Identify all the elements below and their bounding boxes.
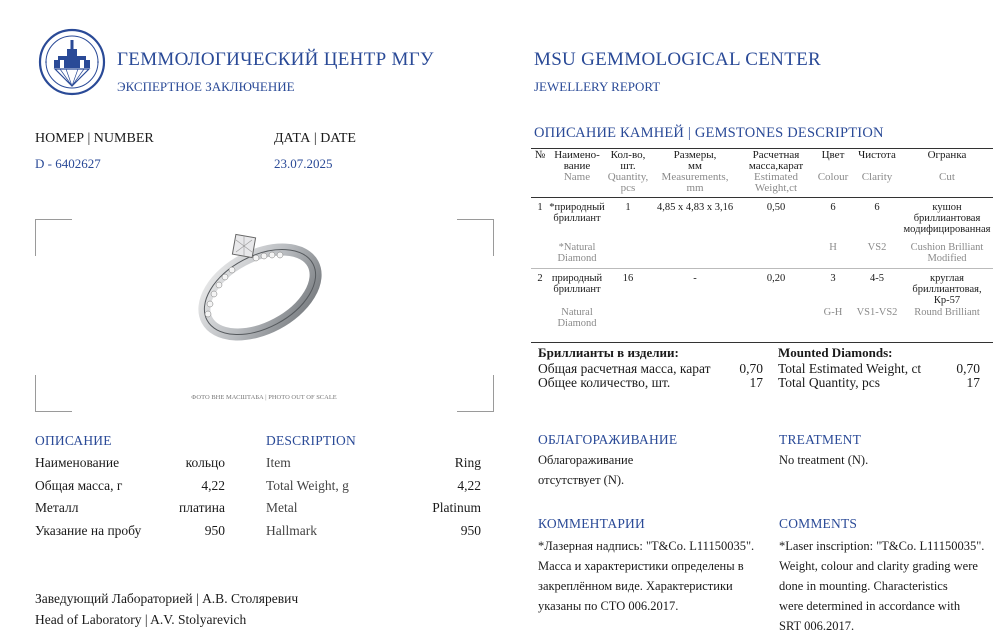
gem-cell: 0,50 xyxy=(766,202,786,213)
comments-heading-ru: КОММЕНТАРИИ xyxy=(538,516,645,531)
description-en-heading: DESCRIPTION xyxy=(266,433,356,448)
gem-row xyxy=(531,198,993,243)
treatment-heading-ru: ОБЛАГОРАЖИВАНИЕ xyxy=(538,432,678,447)
mounted-weight-value-en: 0,70 xyxy=(956,361,980,376)
description-row-label: Hallmark xyxy=(266,522,317,538)
treatment-heading-en: TREATMENT xyxy=(779,432,862,447)
msu-logo xyxy=(38,28,106,96)
treatment-text-en: No treatment (N). xyxy=(779,453,869,467)
gem-cell: кушон бриллиантовая модифицированная xyxy=(903,202,991,235)
header-subtitle-en: JEWELLERY REPORT xyxy=(534,79,661,94)
header-title-en: MSU GEMMOLOGICAL CENTER xyxy=(534,49,821,70)
description-row xyxy=(35,523,225,546)
description-row xyxy=(35,455,225,478)
gem-cell: природный бриллиант xyxy=(551,273,603,295)
description-row-value: 950 xyxy=(460,522,481,538)
comments-heading-en: COMMENTS xyxy=(779,516,858,531)
gem-header-ru: Огранка xyxy=(927,149,967,161)
mounted-weight-label-ru: Общая расчетная масса, карат xyxy=(538,361,711,376)
gem-header-en: Colour xyxy=(813,172,853,198)
gem-cell: 16 xyxy=(622,273,634,284)
mounted-qty-label-ru: Общее количество, шт. xyxy=(538,375,671,390)
gem-cell-en xyxy=(739,242,813,269)
description-row-value: Platinum xyxy=(432,500,481,515)
gem-cell-en xyxy=(605,242,651,269)
date-value: 23.07.2025 xyxy=(274,156,333,171)
gem-row-en xyxy=(531,307,993,333)
gem-cell-en: Cushion Brilliant Modified xyxy=(901,242,993,269)
gem-cell: 1 xyxy=(625,202,631,213)
description-row-value: 4,22 xyxy=(457,477,481,493)
gem-cell-en: Natural Diamond xyxy=(557,307,597,329)
mounted-weight-label-en: Total Estimated Weight, ct xyxy=(778,361,922,376)
gem-cell-en xyxy=(531,307,549,333)
gem-header-row-en xyxy=(531,172,993,198)
gem-cell-en: VS2 xyxy=(853,242,901,269)
gem-cell: 2 xyxy=(537,273,543,284)
description-row-label: Общая масса, г xyxy=(35,477,123,493)
description-row xyxy=(35,478,225,501)
mounted-qty-value-ru: 17 xyxy=(749,375,763,390)
description-row-value: платина xyxy=(179,500,225,515)
mounted-heading-ru: Бриллианты в изделии: xyxy=(538,345,679,360)
gem-header-en: Name xyxy=(549,172,605,198)
gem-cell: - xyxy=(693,273,697,284)
gemstones-table xyxy=(531,150,993,333)
photo-caption: ФОТО ВНЕ МАСШТАБА | PHOTO OUT OF SCALE xyxy=(191,394,337,401)
gem-cell: *природный бриллиант xyxy=(549,202,605,224)
gem-header-en: Cut xyxy=(901,172,993,198)
gem-cell: 4-5 xyxy=(870,273,884,284)
gem-header-row-ru xyxy=(531,150,993,172)
number-value: D - 6402627 xyxy=(35,156,101,171)
mounted-rule xyxy=(531,342,993,343)
gem-header-ru: Чистота xyxy=(858,149,896,161)
gem-header-en: Measurements, mm xyxy=(651,172,739,198)
gem-cell-en xyxy=(651,307,739,333)
signature-en: Head of Laboratory | A.V. Stolyarevich xyxy=(35,612,247,627)
gem-row xyxy=(531,269,993,308)
description-row-value: кольцо xyxy=(185,455,225,470)
header-subtitle-ru: ЭКСПЕРТНОЕ ЗАКЛЮЧЕНИЕ xyxy=(117,79,295,94)
description-row-label: Metal xyxy=(266,500,298,515)
gem-header-ru: Цвет xyxy=(821,149,845,161)
gem-cell-en xyxy=(531,242,549,269)
description-row xyxy=(266,523,481,546)
gem-cell-en xyxy=(605,307,651,333)
gem-cell-en: *Natural Diamond xyxy=(549,242,605,269)
description-row xyxy=(266,478,481,501)
date-label: ДАТА | DATE xyxy=(274,131,356,146)
description-en-list xyxy=(266,455,481,545)
gemstones-heading: ОПИСАНИЕ КАМНЕЙ | GEMSTONES DESCRIPTION xyxy=(534,125,884,141)
gem-header-ru: Расчетная масса,карат xyxy=(748,149,804,172)
ring-photo xyxy=(190,222,330,342)
description-row-value: Ring xyxy=(454,455,481,470)
gem-header-ru: № xyxy=(534,149,546,161)
description-row-value: 4,22 xyxy=(201,477,225,493)
comments-text-ru: *Лазерная надпись: "T&Co. L11150035". Масса и характеристики определены в закреплённом виде. Характеристики указаны по СТО 006.2017. xyxy=(538,539,755,613)
description-row-label: Наименование xyxy=(35,455,120,470)
gem-cell-en: VS1-VS2 xyxy=(856,307,898,318)
gem-cell: 3 xyxy=(830,273,836,284)
mounted-weight-value-ru: 0,70 xyxy=(739,361,763,376)
gem-header-en: Estimated Weight,ct xyxy=(739,172,813,198)
mounted-qty-label-en: Total Quantity, pcs xyxy=(778,375,881,390)
gem-header-ru: Наимено- вание xyxy=(554,149,600,172)
number-label: НОМЕР | NUMBER xyxy=(35,131,154,146)
signature-ru: Заведующий Лабораторией | А.В. Столяревич xyxy=(35,591,299,606)
gem-cell: 1 xyxy=(537,202,543,213)
photo-frame-corner xyxy=(457,219,494,256)
gem-cell: 6 xyxy=(874,202,880,213)
gem-cell-en: Round Brilliant xyxy=(914,307,980,318)
description-row-label: Металл xyxy=(35,500,79,515)
gem-cell: 4,85 x 4,83 x 3,16 xyxy=(656,202,734,213)
gem-header-ru: Кол-во, шт. xyxy=(610,149,646,172)
description-row-value: 950 xyxy=(204,522,225,538)
gem-row-en xyxy=(531,242,993,269)
gem-cell-en: G-H xyxy=(823,307,843,318)
gem-cell-en xyxy=(651,242,739,269)
gem-cell: круглая бриллиантовая, Кр-57 xyxy=(912,273,982,306)
description-row-label: Item xyxy=(266,455,291,470)
gem-cell: 0,20 xyxy=(766,273,786,284)
gem-header-en xyxy=(531,172,549,198)
mounted-qty-value-en: 17 xyxy=(966,375,980,390)
comments-text-en: *Laser inscription: "T&Co. L11150035". Weight, colour and clarity grading were done in mounting. Characteristics were determined in accordance with SRT 006.2017. xyxy=(779,539,985,633)
description-row xyxy=(266,455,481,478)
description-ru-heading: ОПИСАНИЕ xyxy=(35,433,112,448)
description-row-label: Указание на пробу xyxy=(35,522,142,538)
description-row-label: Total Weight, g xyxy=(266,477,349,493)
description-row xyxy=(35,500,225,523)
photo-frame-corner xyxy=(35,219,72,256)
gemstones-table-wrap xyxy=(531,150,993,333)
treatment-text-ru: Облагораживание отсутствует (N). xyxy=(538,453,634,487)
mounted-heading-en: Mounted Diamonds: xyxy=(778,345,893,360)
gem-header-en: Quantity, pcs xyxy=(605,172,651,198)
gem-cell-en xyxy=(739,307,813,333)
gem-cell: 6 xyxy=(830,202,836,213)
description-ru-list xyxy=(35,455,225,545)
description-row xyxy=(266,500,481,523)
header-title-ru: ГЕММОЛОГИЧЕСКИЙ ЦЕНТР МГУ xyxy=(117,49,434,70)
gem-cell-en: H xyxy=(813,242,853,269)
gem-header-en: Clarity xyxy=(853,172,901,198)
gem-header-ru: Размеры, мм xyxy=(673,149,717,172)
